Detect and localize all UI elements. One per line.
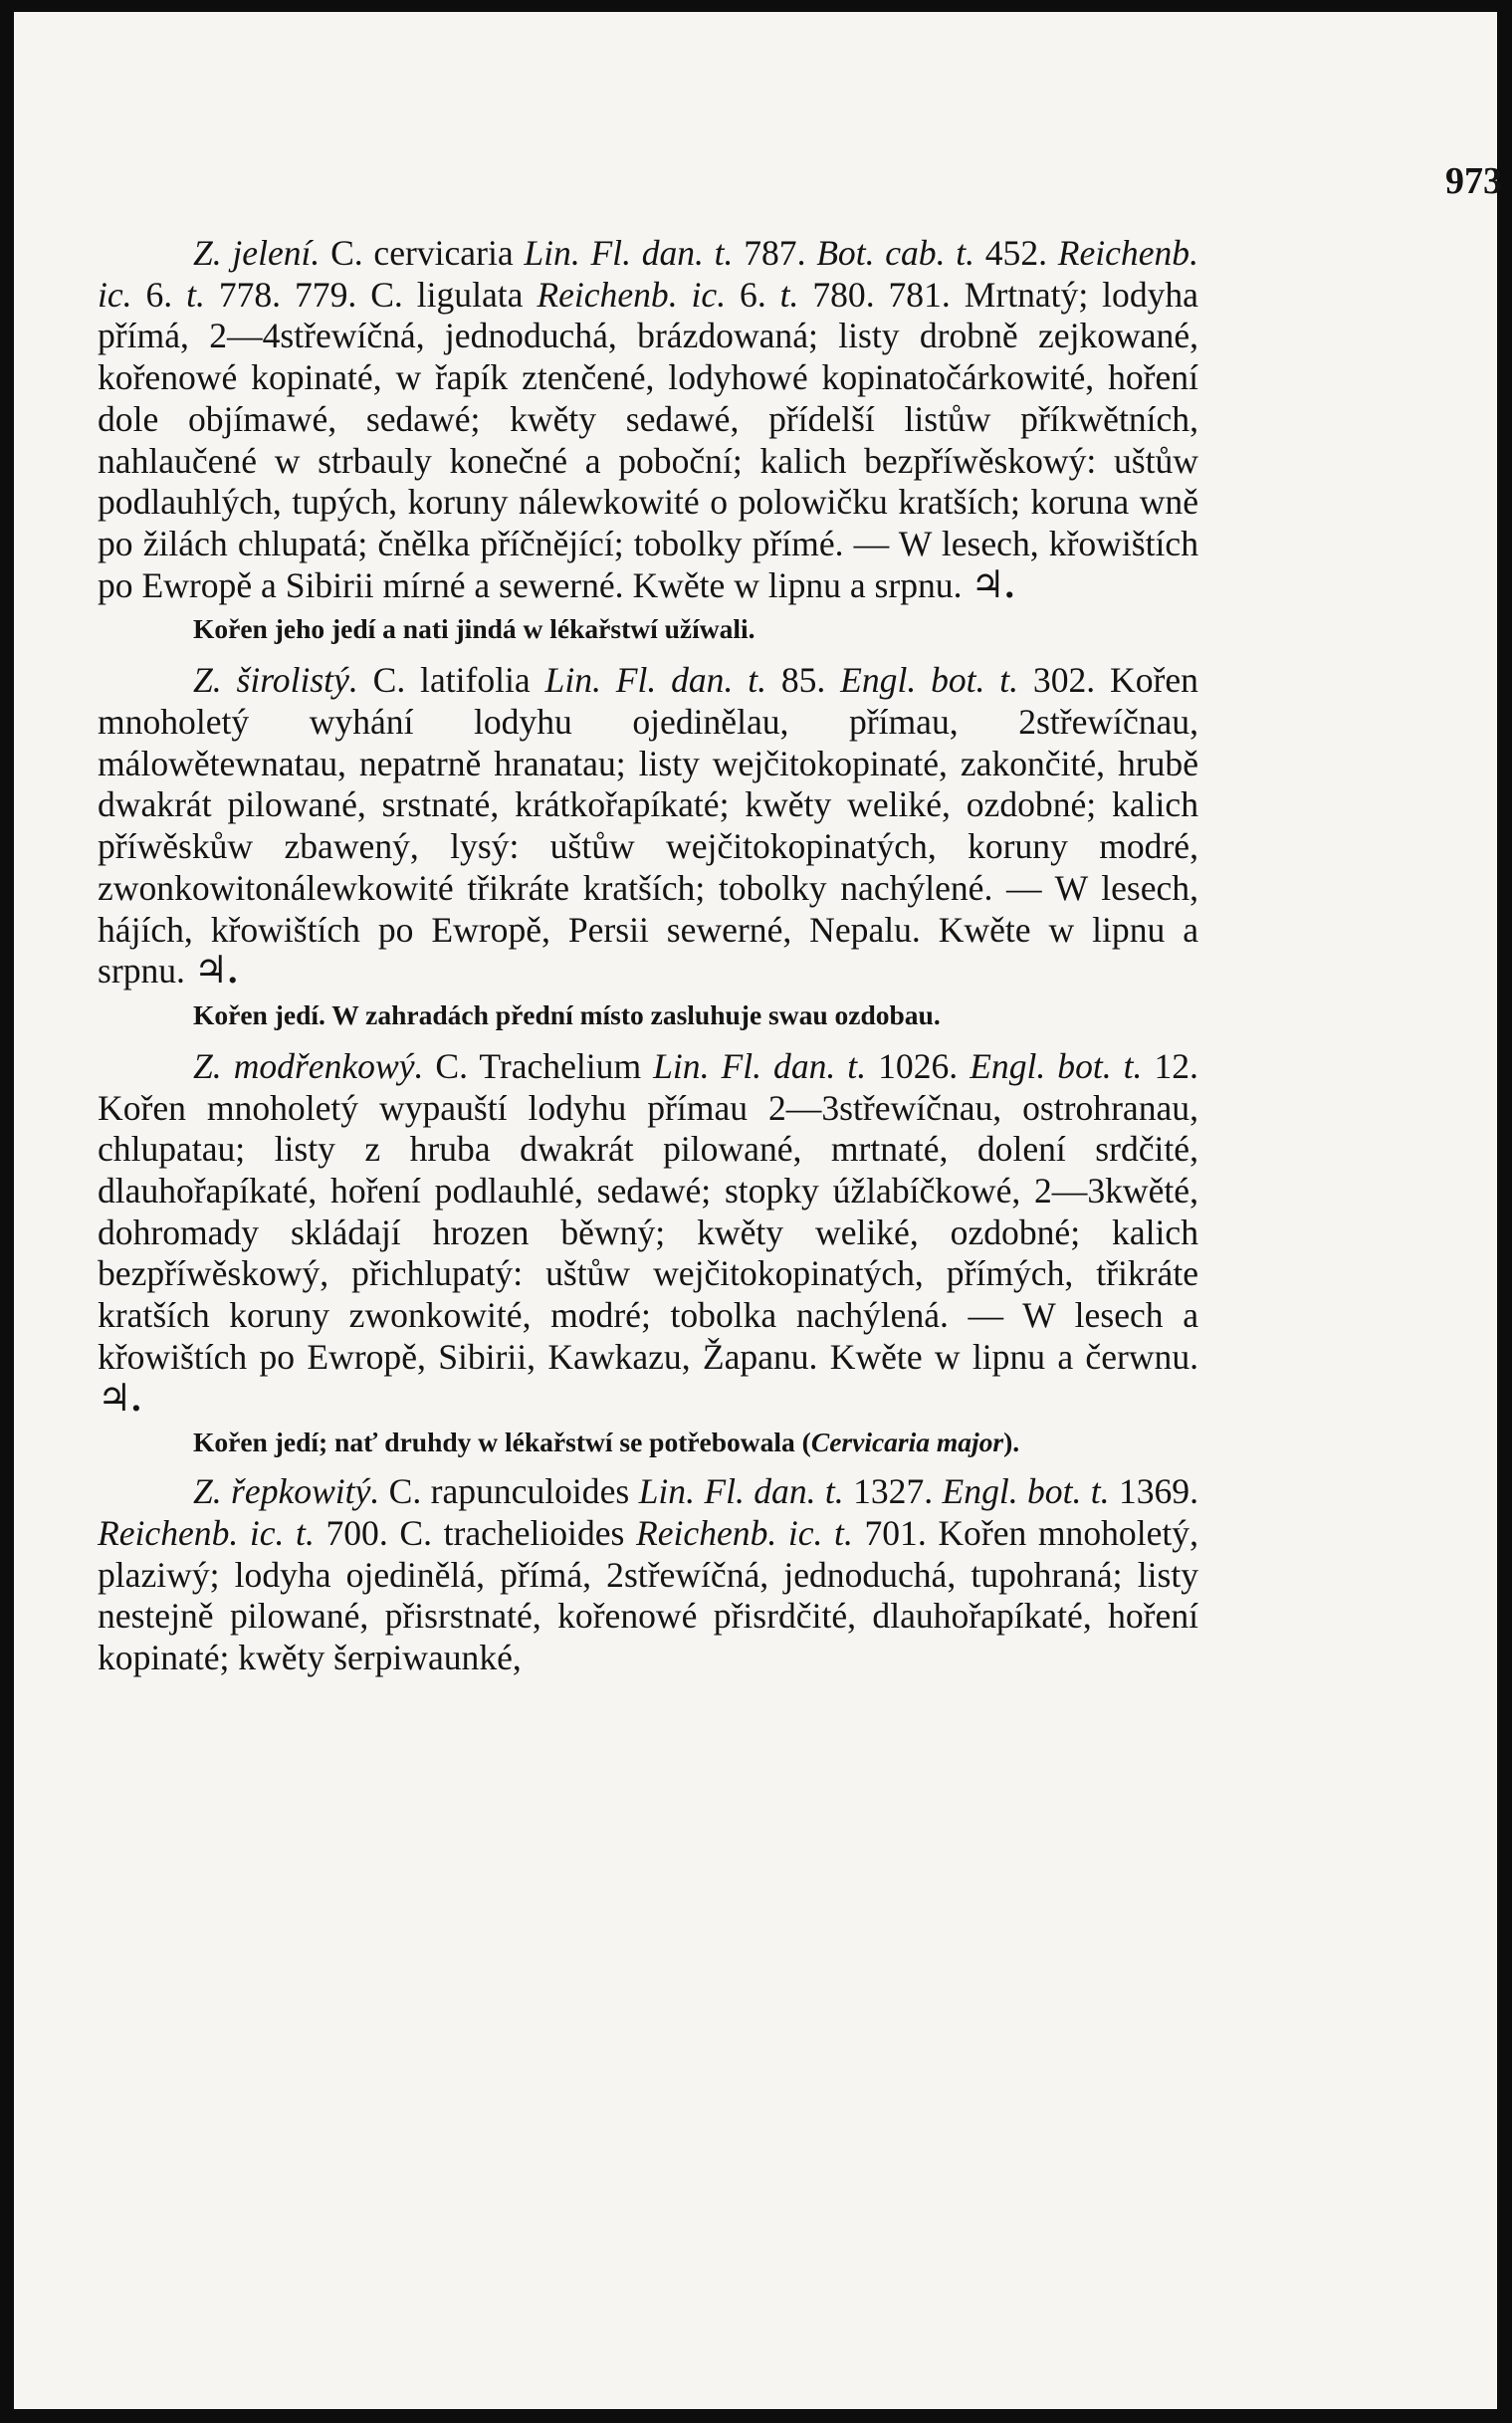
book-page — [14, 12, 1502, 2409]
entry-note: Kořen jeho jedí a nati jindá w lékařstwí užíwali. — [193, 613, 756, 645]
synonym-t: t. — [779, 274, 799, 315]
entry-name: Z. širolistý. — [193, 660, 358, 701]
entry-latifolia — [98, 660, 1198, 992]
description: Kořen mnoholetý, plaziwý; lodyha ojedinělá, přímá, 2střewíčná, jednoduchá, tupohraná; listy nestejně pilowané, přisrstnaté, kořenowé přisrdčité, dlauhořapíkaté, hoření kopinaté; kwěty šerpiwaunké, — [98, 1512, 1198, 1678]
perennial-symbol: ♃. — [971, 563, 1014, 606]
authority: Lin. — [653, 1045, 710, 1086]
reference-number: 452. — [984, 233, 1047, 273]
reference-number: 302. — [1032, 660, 1096, 701]
reference: Engl. bot. t. — [970, 1045, 1143, 1086]
synonym-plates: 780. 781. — [812, 274, 951, 315]
synonym-reference: Reichenb. ic. — [537, 274, 727, 315]
entry-note — [98, 1426, 1198, 1459]
description: Kořen mnoholetý wypauští lodyhu přímau 2—3střewíčnau, ostrohranau, chlupatau; listy z hruba dwakrát pilowané, mrtnaté, dolení srdčité, dlauhořapíkaté, hoření podlauhlé, sedawé; stopky úžlabíčkowé, 2—3kwěté, dohromady skládají hrozen běwný; kwěty weliké, ozdobné; kalich bezpříwěskowý, přichlupatý: uštůw wejčitokopinatých, přímých, třikráte kratších koruny zwonkowité, modré; tobolka nachýlená. — W lesech a křowištích po Ewropě, Sibirii, Kawkazu, Žapanu. Kwěte w lipnu a čerwnu. — [98, 1087, 1198, 1377]
latin-name: C. rapunculoides — [388, 1471, 630, 1512]
synonym-reference: Reichenb. ic. t. — [636, 1512, 853, 1553]
reference: Reichenb. ic. t. — [98, 1512, 315, 1553]
reference: Fl. dan. t. — [721, 1045, 867, 1086]
reference-number: 1327. — [853, 1471, 934, 1512]
entry-name: Z. řepkowitý. — [193, 1471, 380, 1512]
perennial-symbol: ♃. — [193, 950, 238, 992]
entry-cervicaria — [98, 233, 1198, 606]
entry-name: Z. jelení. — [193, 233, 321, 273]
synonym-latin: C. trachelioides — [399, 1512, 625, 1553]
synonym-plates: 701. — [864, 1512, 927, 1553]
entry-note: Kořen jedí. W zahradách přední místo zasluhuje swau ozdobau. — [193, 998, 941, 1030]
note-text: ). — [1003, 1427, 1020, 1458]
reference: Fl. dan. t. — [590, 233, 734, 273]
entry-name: Z. modřenkowý. — [193, 1045, 424, 1086]
reference: Fl. dan. t. — [704, 1471, 844, 1512]
page-number: 973 — [1445, 160, 1502, 202]
authority: Lin. — [638, 1471, 695, 1512]
reference-t: t. — [186, 274, 205, 315]
reference-plates: 778. 779. — [218, 274, 357, 315]
reference-number: 12. — [1154, 1045, 1198, 1086]
reference: Bot. cab. t. — [816, 233, 974, 273]
authority: Lin. — [544, 660, 601, 701]
reference-number: 700. — [325, 1512, 388, 1553]
page-content — [98, 233, 1198, 1679]
reference: Fl. dan. t. — [615, 660, 766, 701]
synonym-latin: C. ligulata — [370, 274, 524, 315]
latin-name: C. Trachelium — [435, 1045, 642, 1086]
reference: Engl. bot. t. — [840, 660, 1019, 701]
reference-number: 6. — [145, 274, 173, 315]
latin-name: C. cervicaria — [330, 233, 514, 273]
latin-name: C. latifolia — [372, 660, 531, 701]
entry-rapunculoides — [98, 1471, 1198, 1679]
authority: Lin. — [524, 233, 580, 273]
perennial-symbol: ♃. — [98, 1377, 141, 1420]
reference-number: 1026. — [878, 1045, 959, 1086]
entry-trachelium — [98, 1046, 1198, 1420]
reference-number: 1369. — [1118, 1471, 1198, 1512]
note-italic: Cervicaria major — [810, 1427, 1004, 1458]
reference: Engl. bot. t. — [942, 1471, 1110, 1512]
note-text: Kořen jedí; nať druhdy w lékařstwí se potřebowala ( — [193, 1427, 811, 1458]
reference-number: 787. — [744, 233, 806, 273]
description: Kořen mnoholetý wyhání lodyhu ojedinělau, přímau, 2střewíčnau, málowětewnatau, nepatrně hranatau; listy wejčitokopinaté, zakončité, hrubě dwakrát pilowané, srstnaté, krátkořapíkaté; kwěty weliké, ozdobné; kalich příwěskůw zbawený, lysý: uštůw wejčitokopinatých, koruny modré, zwonkowitonálewkowité třikráte kratších; tobolky nachýlené. — W lesech, hájích, křowištích po Ewropě, Persii sewerné, Nepalu. Kwěte w lipnu a srpnu. — [98, 660, 1198, 991]
description: Mrtnatý; lodyha přímá, 2—4střewíčná, jednoduchá, brázdowaná; listy drobně zejkowané, kořenowé kopinaté, w řapík ztenčené, lodyhowé kopinatočárkowité, hoření dole objímawé, sedawé; kwěty sedawé, přídelší listůw příkwětních, nahlaučené w strbauly konečné a poboční; kalich bezpříwěskowý: uštůw podlauhlých, tupých, koruny nálewkowité o polowičku kratších; koruna wně po žilách chlupatá; čnělka příčnějící; tobolky přímé. — W lesech, křowištích po Ewropě a Sibirii mírné a sewerné. Kwěte w lipnu a srpnu. — [98, 274, 1198, 605]
synonym-number: 6. — [740, 274, 766, 315]
reference-number: 85. — [780, 660, 826, 701]
reference: Reichenb. ic. — [98, 233, 1198, 315]
